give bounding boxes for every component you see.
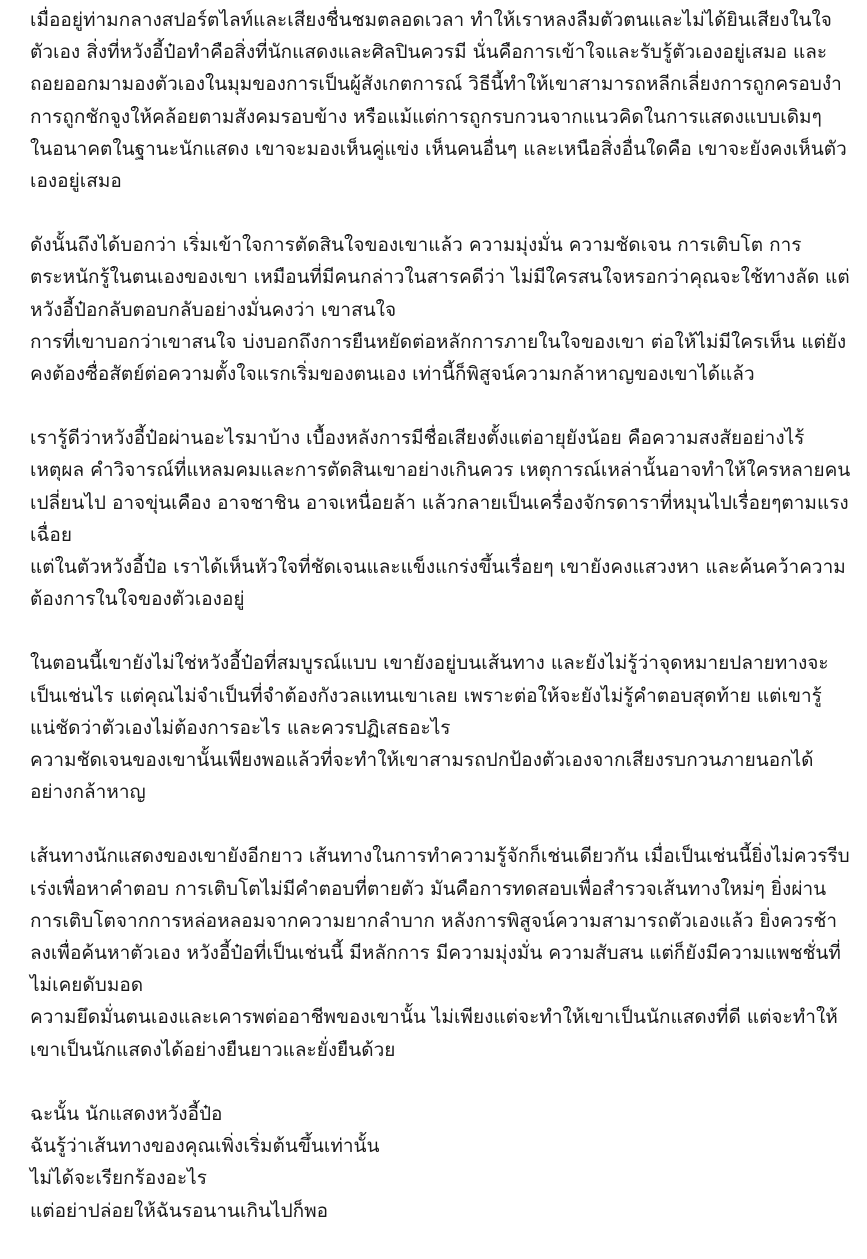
text-line: เขาเป็นนักแสดงได้อย่างยืนยาวและยั่งยืนด้วย [30,1038,396,1061]
text-line: ต้องการในใจของตัวเองอยู่ [30,588,245,611]
text-line: ในตอนนี้เขายังไม่ใช่หวังอี้ป๋อที่สมบูรณ์แบบ เขายังอยู่บนเส้นทาง และยังไม่รู้ว่าจุดหมายปลายทางจะ [30,652,829,675]
text-line: เรารู้ดีว่าหวังอี้ป๋อผ่านอะไรมาบ้าง เบื้องหลังการมีชื่อเสียงตั้งแต่อายุยังน้อย คือความสงสัยอย่างไร้ [30,427,805,450]
text-line: เป็นเช่นไร แต่คุณไม่จำเป็นที่จำต้องกังวลแทนเขาเลย เพราะต่อให้จะยังไม่รู้คำตอบสุดท้าย แต่เขารู้ [30,684,822,707]
text-line: เหตุผล คำวิจารณ์ที่แหลมคมและการตัดสินเขาอย่างเกินควร เหตุการณ์เหล่านั้นอาจทำให้ใครหลายคน [30,459,851,482]
text-line: แต่อย่าปล่อยให้ฉันรอนานเกินไปก็พอ [30,1199,329,1222]
paragraph-5 [30,840,850,1065]
text-line: ตัวเอง สิ่งที่หวังอี้ป๋อทำคือสิ่งที่นักแสดงและศิลปินควรมี นั่นคือการเข้าใจและรับรู้ตัวเองอยู่เสมอ และ [30,41,828,64]
text-line: การถูกชักจูงให้คล้อยตามสังคมรอบข้าง หรือแม้แต่การถูกรบกวนจากแนวคิดในการแสดงแบบเดิมๆ [30,105,822,128]
text-line: แน่ชัดว่าตัวเองไม่ต้องการอะไร และควรปฏิเสธอะไร [30,716,451,739]
paragraph-4 [30,647,850,808]
text-line: แต่ในตัวหวังอี้ป๋อ เราได้เห็นหัวใจที่ชัดเจนและแข็งแกร่งขึ้นเรื่อยๆ เขายังคงแสวงหา และค้นคว้าความ [30,556,846,579]
document-body [30,0,850,1259]
text-line: ลงเพื่อค้นหาตัวเอง หวังอี้ป๋อที่เป็นเช่นนี้ มีหลักการ มีความมุ่งมั่น ความสับสน แต่ก็ยังมีความแพชชั่นที่ [30,942,841,965]
text-line: อย่างกล้าหาญ [30,781,146,804]
text-line: ในอนาคตในฐานะนักแสดง เขาจะมองเห็นคู่แข่ง เห็นคนอื่นๆ และเหนือสิ่งอื่นใดคือ เขาจะยังคงเห็นตัว [30,137,847,160]
text-line: เองอยู่เสมอ [30,170,122,193]
text-line: ถอยออกมามองตัวเองในมุมของการเป็นผู้สังเกตการณ์ วิธีนี้ทำให้เขาสามารถหลีกเลี่ยงการถูกครอบงำ [30,73,842,96]
paragraph-1 [30,4,850,197]
text-line: ไม่เคยดับมอด [30,974,144,997]
text-line: ความยึดมั่นตนเองและเคารพต่ออาชีพของเขานั้น ไม่เพียงแต่จะทำให้เขาเป็นนักแสดงที่ดี แต่จะทำให้ [30,1006,838,1029]
text-line: ฉะนั้น นักแสดงหวังอี้ป๋อ [30,1102,223,1125]
text-line: เฉื่อย [30,523,72,546]
text-line: หวังอี้ป๋อกลับตอบกลับอย่างมั่นคงว่า เขาสนใจ [30,298,397,321]
paragraph-3 [30,422,850,615]
text-line: เร่งเพื่อหาคำตอบ การเติบโตไม่มีคำตอบที่ตายตัว มันคือการทดสอบเพื่อสำรวจเส้นทางใหม่ๆ ยิ่งผ่าน [30,877,827,900]
text-line: ไม่ได้จะเรียกร้องอะไร [30,1167,207,1190]
text-line: เปลี่ยนไป อาจขุ่นเคือง อาจชาชิน อาจเหนื่อยล้า แล้วกลายเป็นเครื่องจักรดาราที่หมุนไปเรื่อยๆตามแรง [30,491,849,514]
paragraph-2 [30,229,850,390]
text-line: ตระหนักรู้ในตนเองของเขา เหมือนที่มีคนกล่าวในสารคดีว่า ไม่มีใครสนใจหรอกว่าคุณจะใช้ทางลัด แต่ [30,266,850,289]
text-line: ความชัดเจนของเขานั้นเพียงพอแล้วที่จะทำให้เขาสามรถปกป้องตัวเองจากเสียงรบกวนภายนอกได้ [30,749,814,772]
text-line: ฉันรู้ว่าเส้นทางของคุณเพิ่งเริ่มต้นขึ้นเท่านั้น [30,1135,380,1158]
paragraph-6 [30,1098,850,1227]
text-line: การที่เขาบอกว่าเขาสนใจ บ่งบอกถึงการยืนหยัดต่อหลักการภายในใจของเขา ต่อให้ไม่มีใครเห็น แต่ยัง [30,330,847,353]
text-line: เส้นทางนักแสดงของเขายังอีกยาว เส้นทางในการทำความรู้จักก็เช่นเดียวกัน เมื่อเป็นเช่นนี้ยิ่งไม่ควรรีบ [30,845,850,868]
text-line: ดังนั้นถึงได้บอกว่า เริ่มเข้าใจการตัดสินใจของเขาแล้ว ความมุ่งมั่น ความชัดเจน การเติบโต การ [30,234,802,257]
text-line: คงต้องซื่อสัตย์ต่อความตั้งใจแรกเริ่มของตนเอง เท่านี้ก็พิสูจน์ความกล้าหาญของเขาได้แล้ว [30,363,755,386]
text-line: การเติบโตจากการหล่อหลอมจากความยากลำบาก หลังการพิสูจน์ความสามารถตัวเองแล้ว ยิ่งควรช้า [30,909,838,932]
text-line: เมื่ออยู่ท่ามกลางสปอร์ตไลท์และเสียงชื่นชมตลอดเวลา ทำให้เราหลงลืมตัวตนและไม่ได้ยินเสียงในใจ [30,9,832,31]
